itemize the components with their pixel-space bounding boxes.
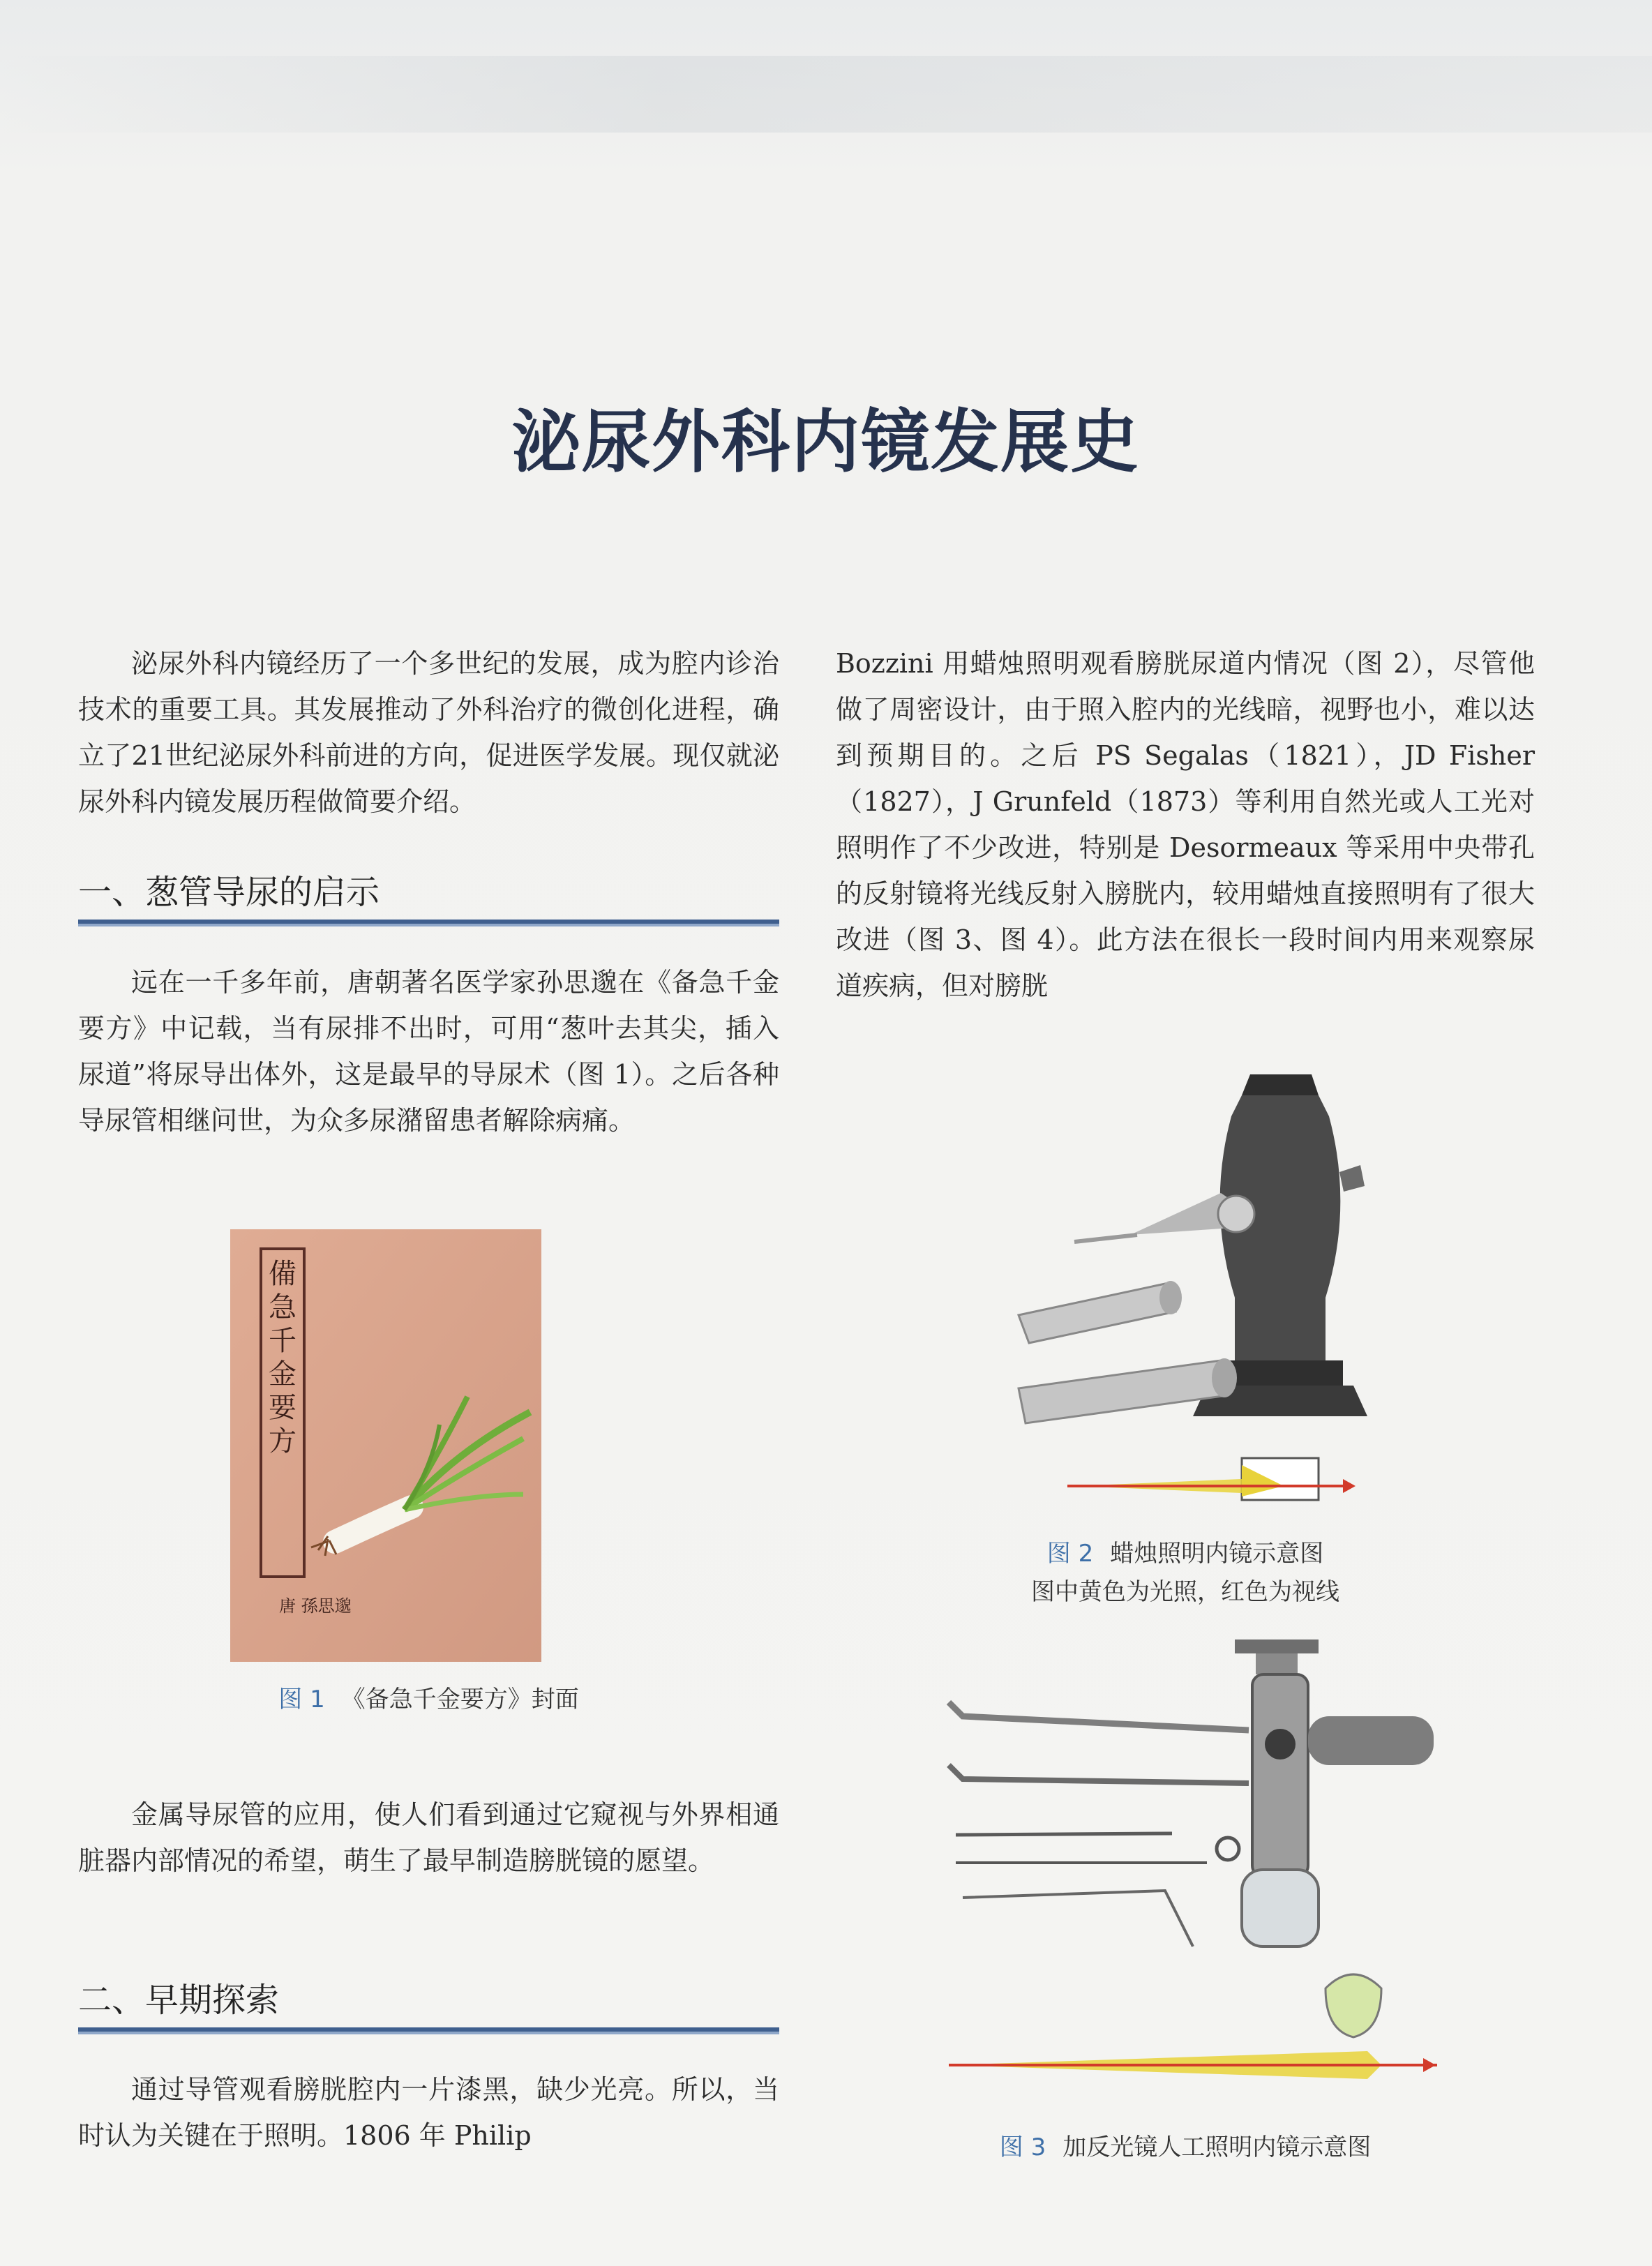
figure-1-caption (78, 1680, 779, 1714)
section2-rule (78, 2027, 779, 2034)
book-title-vertical: 備急千金要方 (269, 1258, 296, 1457)
section2-heading: 二、早期探索 (78, 1981, 280, 2020)
figure-1-book-cover (230, 1229, 541, 1662)
figure-2-number: 图 2 (1046, 1540, 1094, 1568)
figure-3-mirror-endoscope (935, 1640, 1451, 2086)
figure-2-caption (836, 1535, 1535, 1573)
figure-1-number: 图 1 (278, 1686, 325, 1713)
section1-rule (78, 920, 779, 926)
figure-1-caption-text: 《备急千金要方》封面 (341, 1686, 579, 1713)
figure-2-caption-line2: 图中黄色为光照，红色为视线 (1031, 1578, 1339, 1606)
right-column-paragraph: Bozzini 用蜡烛照明观看膀胱尿道内情况（图 2），尽管他做了周密设计，由于照入腔内的光线暗，视野也小，难以达到预期目的。之后 PS Segalas（1821），JD Fisher（1827），J Grunfeld（1873）等利用自然光或人工光对照明作了不少改进，特别是 Desormeaux 等采用中央带孔的反射镜将光线反射入膀胱内，较用蜡烛直接照明有了很大改进（图 3、图 4）。此方法在很长一段时间内用来观察尿道疾病，但对膀胱 (836, 648, 1535, 1001)
section1-heading: 一、葱管导尿的启示 (78, 873, 380, 912)
header-strip (0, 56, 1652, 133)
intro-paragraph: 泌尿外科内镜经历了一个多世纪的发展，成为腔内诊治技术的重要工具。其发展推动了外科治疗的微创化进程，确立了21世纪泌尿外科前进的方向，促进医学发展。现仅就泌尿外科内镜发展历程做简要介绍。 (78, 648, 779, 817)
figure-2-caption-text: 蜡烛照明内镜示意图 (1110, 1540, 1324, 1568)
article-title: 泌尿外科内镜发展史 (511, 402, 1140, 482)
figure-2-candle-endoscope (991, 1067, 1381, 1514)
book-author: 唐 孫思邈 (279, 1596, 352, 1616)
figure-3-caption-text: 加反光镜人工照明内镜示意图 (1062, 2133, 1372, 2161)
section2-paragraph-1: 通过导管观看膀胱腔内一片漆黑，缺少光亮。所以，当时认为关键在于照明。1806 年 Philip (78, 2074, 779, 2151)
section1-paragraph-1: 远在一千多年前，唐朝著名医学家孙思邈在《备急千金要方》中记载，当有尿排不出时，可用“葱叶去其尖，插入尿道”将尿导出体外，这是最早的导尿术（图 1）。之后各种导尿管相继问世，为众多尿潴留患者解除病痛。 (78, 967, 779, 1136)
figure-3-caption (836, 2128, 1535, 2162)
figure-3-number: 图 3 (999, 2133, 1046, 2161)
section1-paragraph-2: 金属导尿管的应用，使人们看到通过它窥视与外界相通脏器内部情况的希望，萌生了最早制造膀胱镜的愿望。 (78, 1799, 779, 1876)
